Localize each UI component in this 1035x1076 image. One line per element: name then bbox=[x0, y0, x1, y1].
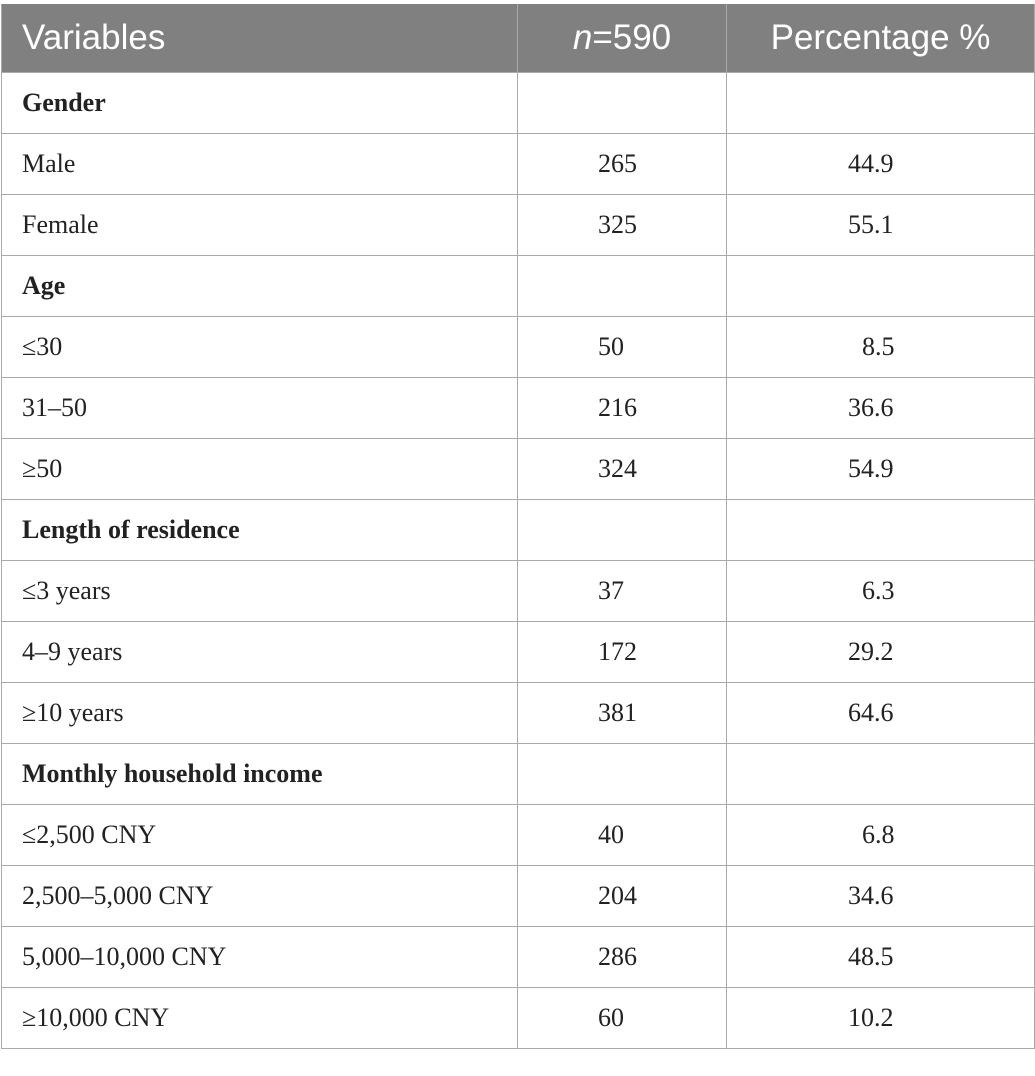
count-cell: 50 bbox=[518, 317, 727, 378]
table-row bbox=[2, 317, 1035, 378]
demographics-table bbox=[1, 4, 1035, 1049]
percentage-cell: 6.8 bbox=[727, 805, 1035, 866]
percentage-cell: 8.5 bbox=[727, 317, 1035, 378]
count-cell: 324 bbox=[518, 439, 727, 500]
percentage-cell bbox=[727, 256, 1035, 317]
table-row bbox=[2, 866, 1035, 927]
count-cell: 204 bbox=[518, 866, 727, 927]
percentage-cell: 34.6 bbox=[727, 866, 1035, 927]
section-row bbox=[2, 256, 1035, 317]
section-row bbox=[2, 73, 1035, 134]
percentage-cell: 44.9 bbox=[727, 134, 1035, 195]
table-row bbox=[2, 439, 1035, 500]
count-cell bbox=[518, 500, 727, 561]
section-label: Gender bbox=[2, 73, 518, 134]
count-cell: 40 bbox=[518, 805, 727, 866]
table-row bbox=[2, 988, 1035, 1049]
row-label: Female bbox=[2, 195, 518, 256]
table-row bbox=[2, 683, 1035, 744]
row-label: ≥10,000 CNY bbox=[2, 988, 518, 1049]
header-percentage: Percentage % bbox=[727, 4, 1035, 73]
row-label: ≤30 bbox=[2, 317, 518, 378]
percentage-cell: 36.6 bbox=[727, 378, 1035, 439]
table-row bbox=[2, 378, 1035, 439]
table-row bbox=[2, 195, 1035, 256]
percentage-cell: 6.3 bbox=[727, 561, 1035, 622]
row-label: ≤3 years bbox=[2, 561, 518, 622]
row-label: 4–9 years bbox=[2, 622, 518, 683]
section-label: Age bbox=[2, 256, 518, 317]
count-cell: 60 bbox=[518, 988, 727, 1049]
count-cell: 325 bbox=[518, 195, 727, 256]
table-row bbox=[2, 561, 1035, 622]
row-label: ≥10 years bbox=[2, 683, 518, 744]
section-row bbox=[2, 744, 1035, 805]
row-label: 31–50 bbox=[2, 378, 518, 439]
count-cell bbox=[518, 73, 727, 134]
percentage-cell: 55.1 bbox=[727, 195, 1035, 256]
count-cell: 381 bbox=[518, 683, 727, 744]
percentage-cell bbox=[727, 500, 1035, 561]
row-label: 5,000–10,000 CNY bbox=[2, 927, 518, 988]
count-cell: 172 bbox=[518, 622, 727, 683]
percentage-cell: 64.6 bbox=[727, 683, 1035, 744]
section-label: Monthly household income bbox=[2, 744, 518, 805]
count-cell bbox=[518, 744, 727, 805]
count-cell: 37 bbox=[518, 561, 727, 622]
row-label: Male bbox=[2, 134, 518, 195]
table-row bbox=[2, 805, 1035, 866]
section-label: Length of residence bbox=[2, 500, 518, 561]
header-n-symbol: n bbox=[572, 18, 593, 57]
row-label: 2,500–5,000 CNY bbox=[2, 866, 518, 927]
count-cell: 265 bbox=[518, 134, 727, 195]
header-variables: Variables bbox=[2, 4, 518, 73]
table-row bbox=[2, 927, 1035, 988]
table-row bbox=[2, 134, 1035, 195]
section-row bbox=[2, 500, 1035, 561]
percentage-cell bbox=[727, 744, 1035, 805]
percentage-cell: 29.2 bbox=[727, 622, 1035, 683]
percentage-cell: 54.9 bbox=[727, 439, 1035, 500]
percentage-cell: 10.2 bbox=[727, 988, 1035, 1049]
table-header bbox=[2, 4, 1035, 73]
row-label: ≤2,500 CNY bbox=[2, 805, 518, 866]
header-n-value: =590 bbox=[592, 18, 672, 57]
header-n bbox=[518, 4, 727, 73]
count-cell bbox=[518, 256, 727, 317]
table-body bbox=[2, 73, 1035, 1049]
table-row bbox=[2, 622, 1035, 683]
header-row bbox=[2, 4, 1035, 73]
percentage-cell: 48.5 bbox=[727, 927, 1035, 988]
count-cell: 216 bbox=[518, 378, 727, 439]
row-label: ≥50 bbox=[2, 439, 518, 500]
percentage-cell bbox=[727, 73, 1035, 134]
count-cell: 286 bbox=[518, 927, 727, 988]
